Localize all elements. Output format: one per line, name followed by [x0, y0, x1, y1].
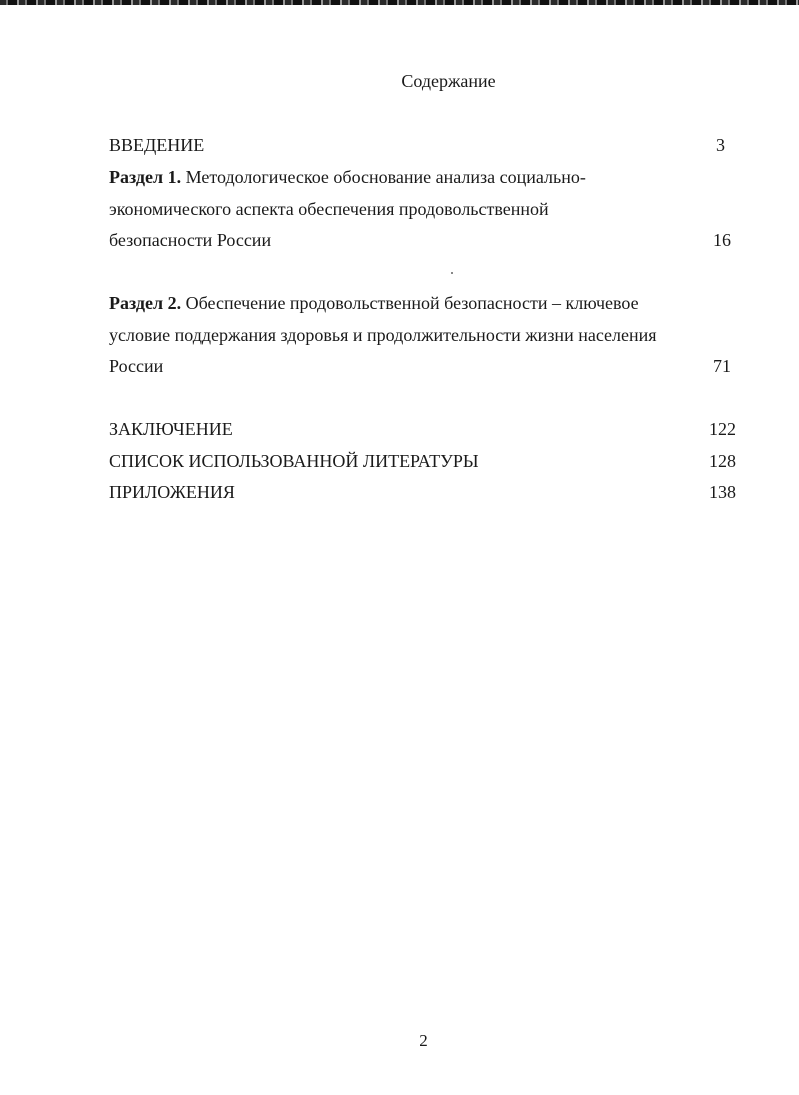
toc-item-references[interactable]: СПИСОК ИСПОЛЬЗОВАННОЙ ЛИТЕРАТУРЫ	[109, 451, 479, 471]
toc-section-2-text-1: Обеспечение продовольственной безопасности – ключевое	[181, 293, 639, 313]
toc-item-section-1-line-2[interactable]: экономического аспекта обеспечения продовольственной	[109, 199, 549, 219]
toc-item-section-1-line-3[interactable]: безопасности России	[109, 230, 272, 250]
toc-page-appendices: 138	[709, 482, 736, 502]
toc-page-conclusion: 122	[709, 419, 736, 439]
toc-item-appendices[interactable]: ПРИЛОЖЕНИЯ	[109, 482, 235, 502]
scan-speck	[451, 272, 453, 274]
toc-page-section-2: 71	[713, 356, 731, 376]
toc-section-1-prefix: Раздел 1.	[109, 167, 182, 187]
toc-item-section-1-line-1[interactable]	[109, 167, 586, 188]
toc-section-2-prefix: Раздел 2.	[109, 293, 182, 313]
toc-page-references: 128	[709, 451, 736, 471]
footer-page-number: 2	[419, 1031, 428, 1050]
toc-item-section-2-line-2[interactable]: условие поддержания здоровья и продолжительности жизни населения	[109, 325, 657, 345]
scan-edge-artifact	[0, 0, 799, 5]
toc-item-introduction[interactable]: ВВЕДЕНИЕ	[109, 135, 205, 155]
toc-item-section-2-line-1[interactable]	[109, 293, 639, 314]
toc-item-conclusion[interactable]: ЗАКЛЮЧЕНИЕ	[109, 419, 233, 439]
toc-page-introduction: 3	[716, 135, 725, 155]
toc-page-section-1: 16	[713, 230, 731, 250]
toc-section-1-text-1: Методологическое обоснование анализа социально-	[181, 167, 586, 187]
toc-item-section-2-line-3[interactable]: России	[109, 356, 164, 376]
page-title: Содержание	[401, 71, 496, 91]
